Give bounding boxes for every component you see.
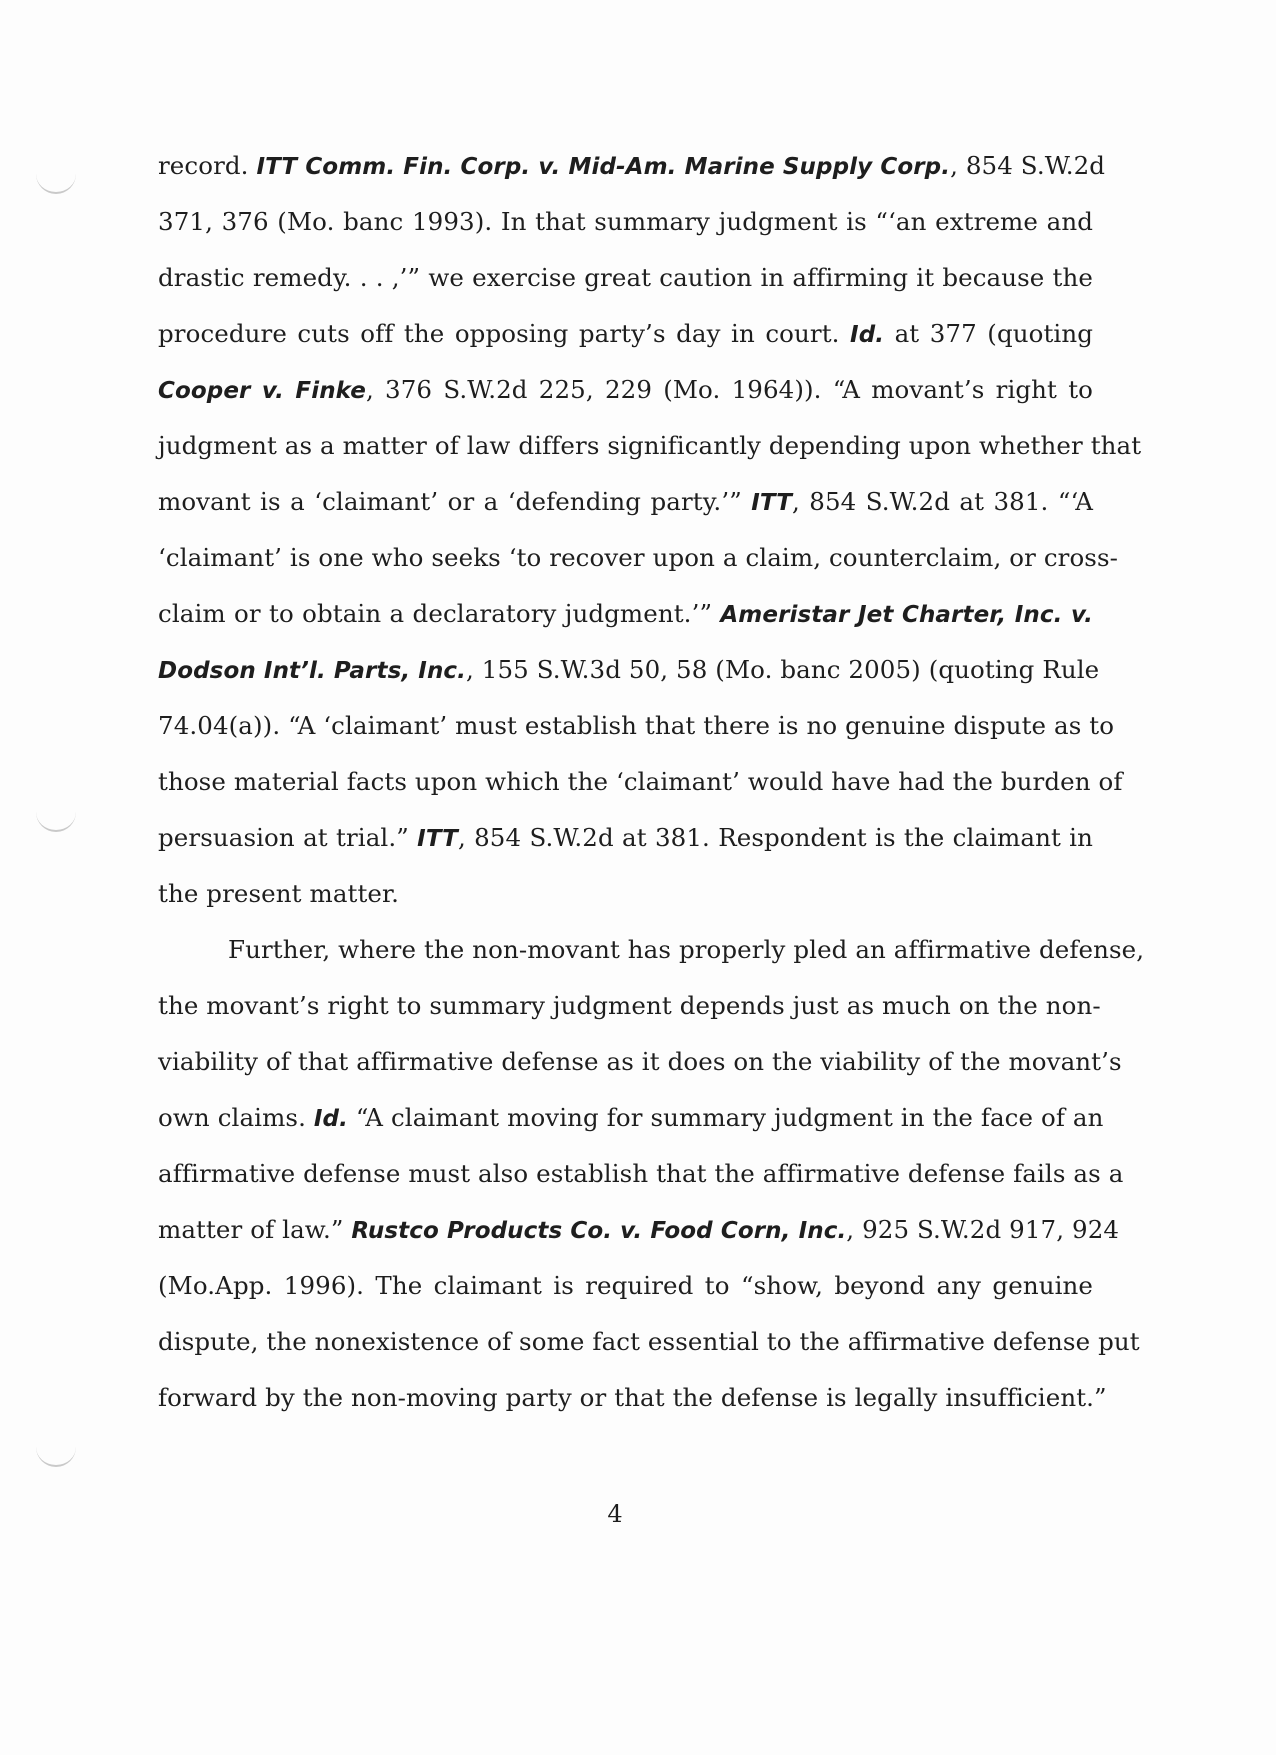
binder-hole-mark	[36, 170, 76, 194]
text-run: those material facts upon which the ‘claimant’ would have had the burden of	[158, 767, 1123, 796]
text-line	[158, 306, 1093, 362]
text-run: , 854 S.W.2d at 381. “‘A	[792, 487, 1093, 516]
text-line	[158, 1370, 1107, 1426]
case-citation: Rustco Products Co. v. Food Corn, Inc.	[351, 1218, 847, 1244]
text-run: procedure cuts off the opposing party’s day in court.	[158, 319, 851, 348]
case-citation: Id.	[850, 322, 885, 348]
case-citation: Dodson Int’l. Parts, Inc.	[158, 658, 467, 684]
text-line	[158, 866, 1093, 922]
text-run: ‘claimant’ is one who seeks ‘to recover upon a claim, counterclaim, or cross-	[158, 543, 1119, 572]
text-run: affirmative defense must also establish that the affirmative defense fails as a	[158, 1159, 1124, 1188]
text-run: viability of that affirmative defense as it does on the viability of the movant’s	[158, 1047, 1122, 1076]
text-line	[158, 922, 1145, 978]
text-run: the present matter.	[158, 879, 400, 908]
text-line	[158, 194, 1093, 250]
text-line	[158, 754, 1123, 810]
text-line	[158, 810, 1093, 866]
text-run: dispute, the nonexistence of some fact essential to the affirmative defense put	[158, 1327, 1140, 1356]
text-line	[158, 1314, 1140, 1370]
text-run: Further, where the non-movant has properly pled an affirmative defense,	[228, 935, 1145, 964]
text-run: 371, 376 (Mo. banc 1993). In that summary judgment is “‘an extreme and	[158, 207, 1093, 236]
text-run: matter of law.”	[158, 1215, 352, 1244]
text-run: , 854 S.W.2d	[950, 151, 1106, 180]
text-line	[158, 530, 1119, 586]
text-line	[158, 642, 1100, 698]
case-citation: Ameristar Jet Charter, Inc. v.	[720, 602, 1093, 628]
text-run: , 155 S.W.3d 50, 58 (Mo. banc 2005) (quoting Rule	[466, 655, 1100, 684]
text-run: (Mo.App. 1996). The claimant is required to “show, beyond any genuine	[158, 1271, 1093, 1300]
text-run: the movant’s right to summary judgment depends just as much on the non-	[158, 991, 1101, 1020]
text-line	[158, 978, 1101, 1034]
text-run: claim or to obtain a declaratory judgment.’”	[158, 599, 721, 628]
text-line	[158, 250, 1093, 306]
text-line	[158, 418, 1142, 474]
text-run: own claims.	[158, 1103, 314, 1132]
text-run: record.	[158, 151, 257, 180]
text-run: judgment as a matter of law differs significantly depending upon whether that	[158, 431, 1142, 460]
body-text	[158, 138, 1145, 1426]
text-run: 74.04(a)). “A ‘claimant’ must establish that there is no genuine dispute as to	[158, 711, 1115, 740]
text-run: persuasion at trial.”	[158, 823, 418, 852]
text-line	[158, 1146, 1124, 1202]
page-number: 4	[607, 1500, 623, 1528]
text-line	[158, 1090, 1104, 1146]
case-citation: ITT	[417, 826, 458, 852]
text-line	[158, 1258, 1093, 1314]
case-citation: ITT	[751, 490, 793, 516]
case-citation: ITT Comm. Fin. Corp. v. Mid-Am. Marine Supply Corp.	[256, 154, 951, 180]
text-run: , 854 S.W.2d at 381. Respondent is the claimant in	[457, 823, 1093, 852]
text-line	[158, 138, 1106, 194]
text-line	[158, 698, 1115, 754]
text-run: at 377 (quoting	[884, 319, 1093, 348]
text-line	[158, 586, 1093, 642]
text-line	[158, 1202, 1120, 1258]
text-run: drastic remedy. . . ,’” we exercise great caution in affirming it because the	[158, 263, 1093, 292]
text-run: movant is a ‘claimant’ or a ‘defending party.’”	[158, 487, 752, 516]
text-line	[158, 474, 1093, 530]
text-line	[158, 362, 1093, 418]
text-run: “A claimant moving for summary judgment in the face of an	[347, 1103, 1104, 1132]
binder-hole-mark	[36, 1443, 76, 1467]
text-run: , 376 S.W.2d 225, 229 (Mo. 1964)). “A movant’s right to	[365, 375, 1093, 404]
text-run: forward by the non-moving party or that the defense is legally insufficient.”	[158, 1383, 1107, 1412]
case-citation: Id.	[313, 1106, 348, 1132]
binder-hole-mark	[36, 808, 76, 832]
case-citation: Cooper v. Finke	[158, 378, 366, 404]
text-line	[158, 1034, 1122, 1090]
text-run: , 925 S.W.2d 917, 924	[846, 1215, 1120, 1244]
